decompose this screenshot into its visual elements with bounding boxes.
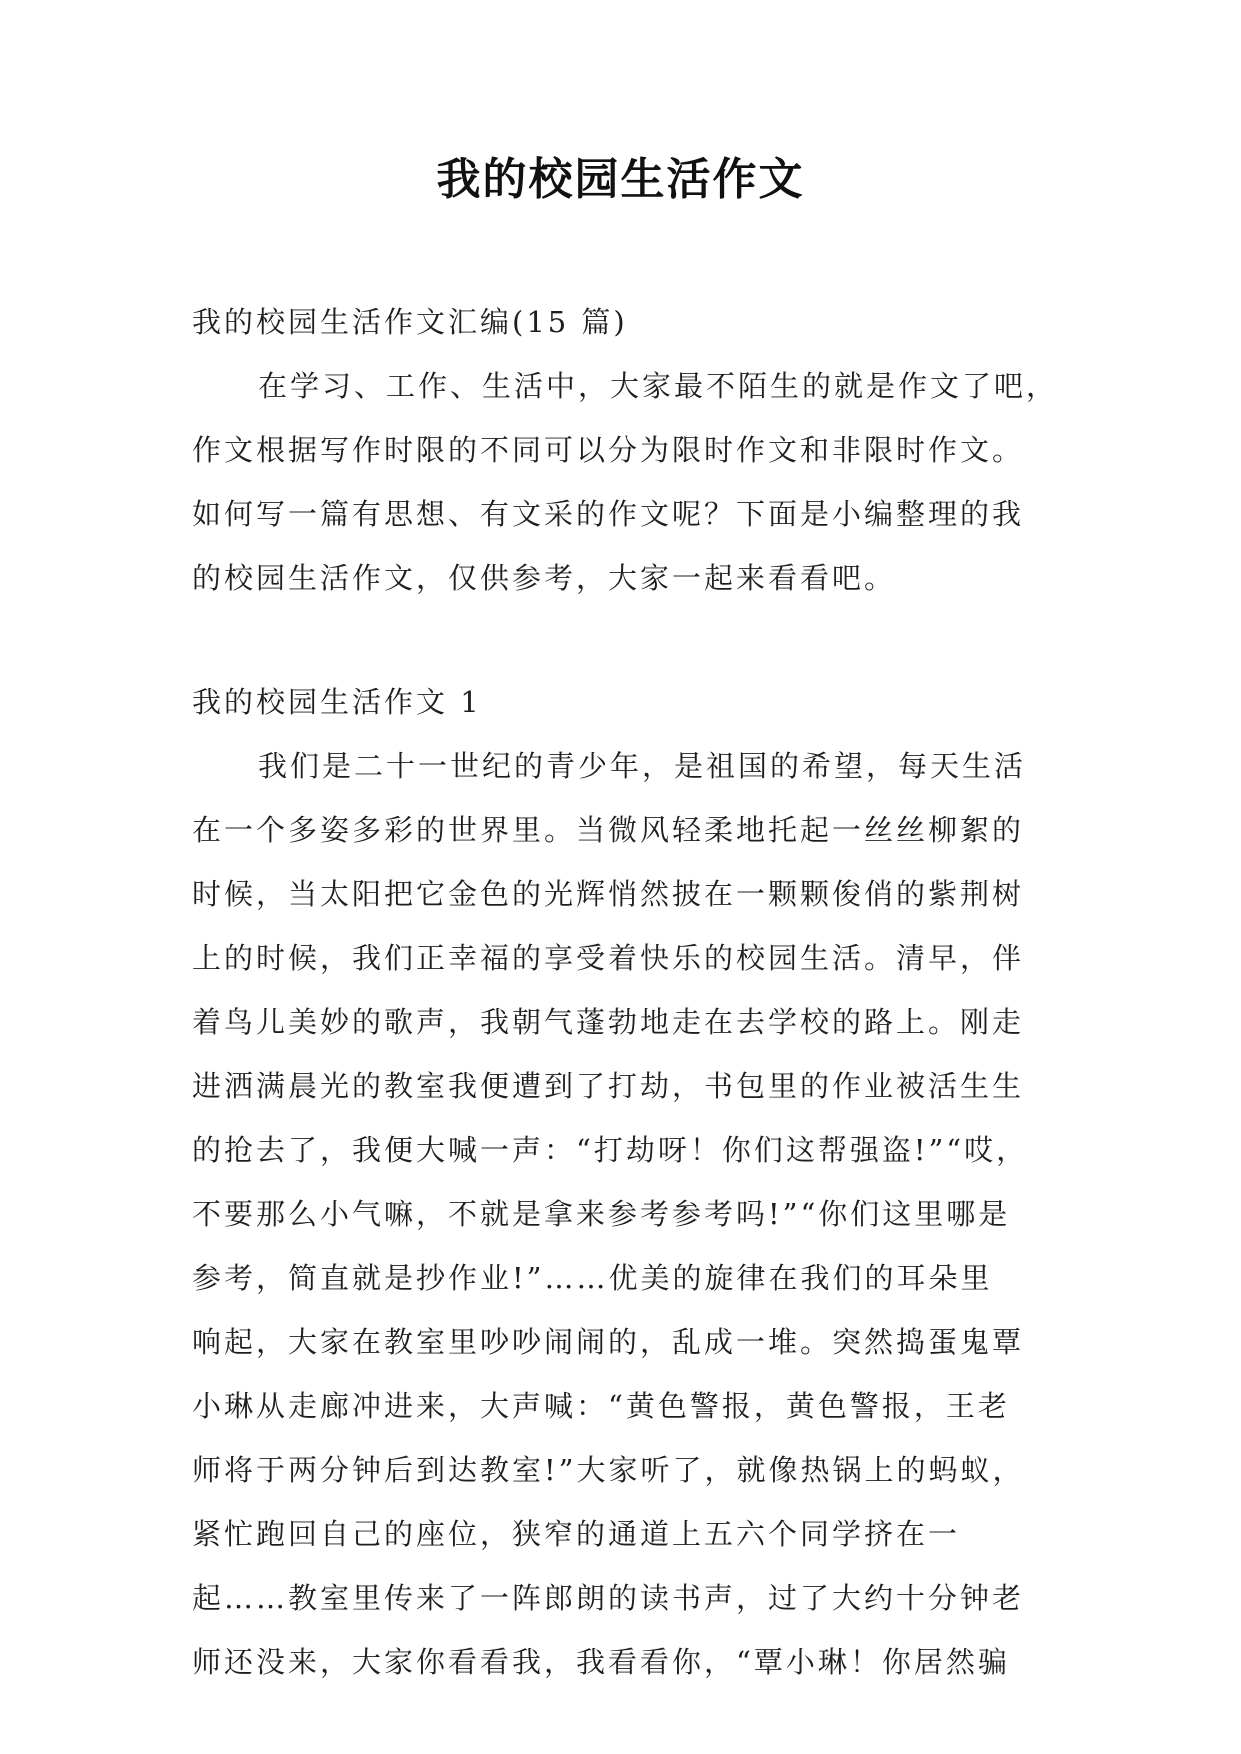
body-line: 着鸟儿美妙的歌声，我朝气蓬勃地走在去学校的路上。刚走 (192, 1005, 1025, 1039)
body-line: 紧忙跑回自己的座位，狭窄的通道上五六个同学挤在一 (192, 1517, 961, 1551)
body-line: 的抢去了，我便大喊一声：“打劫呀！你们这帮强盗!”“哎， (192, 1133, 1029, 1167)
body-line: 师将于两分钟后到达教室!”大家听了，就像热锅上的蚂蚁， (192, 1453, 1025, 1487)
body-line: 时候，当太阳把它金色的光辉悄然披在一颗颗俊俏的紫荆树 (192, 877, 1025, 911)
body-line: 师还没来，大家你看看我，我看看你，“覃小琳！你居然骗 (192, 1645, 1010, 1679)
section-heading: 我的校园生活作文 1 (192, 685, 482, 719)
intro-line: 作文根据写作时限的不同可以分为限时作文和非限时作文。 (192, 433, 1025, 467)
body-line: 上的时候，我们正幸福的享受着快乐的校园生活。清早，伴 (192, 941, 1025, 975)
intro-line: 的校园生活作文，仅供参考，大家一起来看看吧。 (192, 561, 897, 595)
body-line: 在一个多姿多彩的世界里。当微风轻柔地托起一丝丝柳絮的 (192, 813, 1025, 847)
body-paragraph (192, 734, 1058, 1694)
body-line: 小琳从走廊冲进来，大声喊：“黄色警报，黄色警报，王老 (192, 1389, 1010, 1423)
body-line: 起……教室里传来了一阵郎朗的读书声，过了大约十分钟老 (192, 1581, 1025, 1615)
body-line: 响起，大家在教室里吵吵闹闹的，乱成一堆。突然捣蛋鬼覃 (192, 1325, 1025, 1359)
document-title: 我的校园生活作文 (436, 154, 805, 205)
body-line: 不要那么小气嘛，不就是拿来参考参考吗!”“你们这里哪是 (192, 1197, 1011, 1231)
intro-line: 如何写一篇有思想、有文采的作文呢？下面是小编整理的我 (192, 497, 1025, 531)
intro-paragraph (192, 354, 1058, 610)
subtitle: 我的校园生活作文汇编(15 篇) (192, 305, 628, 339)
document-content (192, 290, 1058, 1694)
body-line: 参考，简直就是抄作业!”……优美的旋律在我们的耳朵里 (192, 1261, 993, 1295)
intro-line: 在学习、工作、生活中，大家最不陌生的就是作文了吧， (258, 369, 1059, 403)
paragraph-spacer (192, 610, 1058, 670)
body-line: 进洒满晨光的教室我便遭到了打劫，书包里的作业被活生生 (192, 1069, 1025, 1103)
body-line: 我们是二十一世纪的青少年，是祖国的希望，每天生活 (258, 749, 1027, 783)
